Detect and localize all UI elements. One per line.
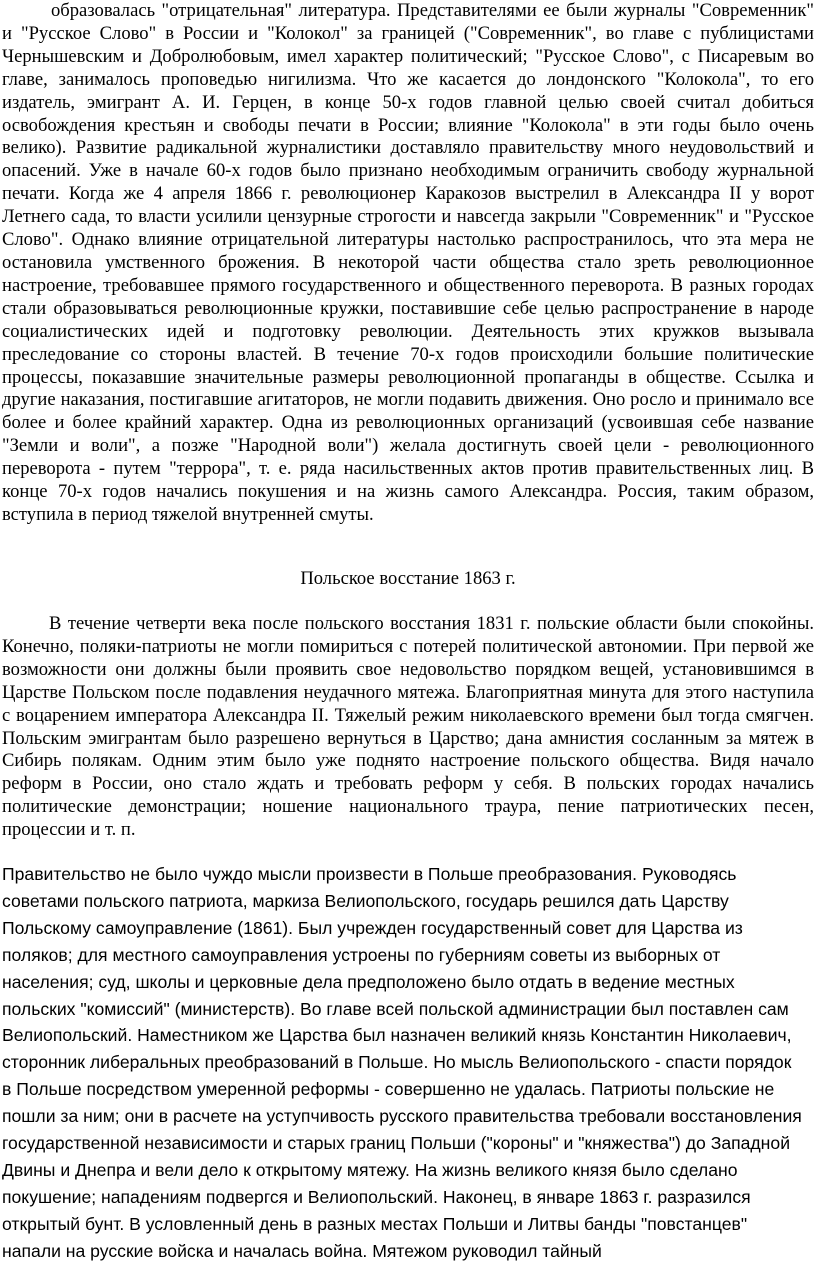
paragraph-body: Правительство не было чуждо мысли произвести в Польше преобразования. Руководясь советами польского патриота, маркиза Велиопольского, государь решился дать Царству Польскому самоуправление (1861). Был учрежден государственный совет для Царства из поляков; для местного самоуправления устроены по губерниям советы из выборных от населения; суд, школы и церковные дела предположено было отдать в ведение местных польских "комиссий" (министерств). Во главе всей польской администрации был поставлен сам Велиопольский. Наместником же Царства был назначен великий князь Константин Николаевич, сторонник либеральных преобразований в Польше. Но мысль Велиопольского - спасти порядок в Польше посредством умеренной реформы - совершенно не удалась. Патриоты польские не пошли за ним; они в расчете на уступчивость русского правительства требовали восстановления государственной независимости и старых границ Польши ("короны" и "княжества") до Западной Двины и Днепра и вели дело к открытому мятежу. На жизнь великого князя было сделано покушение; нападениям подвергся и Велиопольский. Наконец, в январе 1863 г. разразился открытый бунт. В условленный день в разных местах Польши и Литвы банды "повстанцев" напали на русские войска и началась война. Мятежом руководил тайный <box>2 864 802 1261</box>
section-heading: Польское восстание 1863 г. <box>300 568 516 589</box>
paragraph-body: В течение четверти века после польского восстания 1831 г. польские области были спокойны. Конечно, поляки-патриоты не могли помириться с потерей политической автономии. При первой же возможности они должны были проявить свое недовольство порядком вещей, установившимся в Царстве Польском после подавления неудачного мятежа. Благоприятная минута для этого наступила с воцарением императора Александра II. Тяжелый режим николаевского времени был тогда смягчен. Польским эмигрантам было разрешено вернуться в Царство; дана амнистия сосланным за мятеж в Сибирь полякам. Одним этим было уже поднято настроение польского общества. Видя начало реформ в России, оно стало ждать и требовать реформ у себя. В польских городах начались политические демонстрации; ношение национального траура, пение патриотических песен, процессии и т. п. <box>2 613 814 841</box>
paragraph-body: образовалась "отрицательная" литература. Представителями ее были журналы "Современник" и "Русское Слово" в России и "Колокол" за границей ("Современник", во главе с публицистами Чернышевским и Добролюбовым, имел характер политический; "Русское Слово", с Писаревым во главе, занималось проповедью нигилизма. Что же касается до лондонского "Колокола", то его издатель, эмигрант А. И. Герцен, в конце 50-х годов главной целью своей считал добиться освобождения крестьян и свободы печати в России; влияние "Колокола" в эти годы было очень велико). Развитие радикальной журналистики доставляло правительству много неудовольствий и опасений. Уже в начале 60-х годов было признано необходимым ограничить свободу журнальной печати. Когда же 4 апреля 1866 г. революционер Каракозов выстрелил в Александра II у ворот Летнего сада, то власти усилили цензурные строгости и навсегда закрыли "Современник" и "Русское Слово". Однако влияние отрицательной литературы настолько распространилось, что эта мера не остановила умственного брожения. В некоторой части общества стало зреть революционное настроение, требовавшее прямого государственного и общественного переворота. В разных городах стали образовываться революционные кружки, поставившие себе целью распространение в народе социалистических идей и подготовку революции. Деятельность этих кружков вызывала преследование со стороны властей. В течение 70-х годов происходили большие политические процессы, показавшие значительные размеры революционной пропаганды в обществе. Ссылка и другие наказания, постигавшие агитаторов, не могли подавить движения. Оно росло и принимало все более и более крайний характер. Одна из революционных организаций (усвоившая себе название "Земли и воли", а позже "Народной воли") желала достигнуть своей цели - революционного переворота - путем "террора", т. е. ряда насильственных актов против правительственных лиц. В конце 70-х годов начались покушения и на жизнь самого Александра. Россия, таким образом, вступила в период тяжелой внутренней смуты. <box>2 0 814 525</box>
